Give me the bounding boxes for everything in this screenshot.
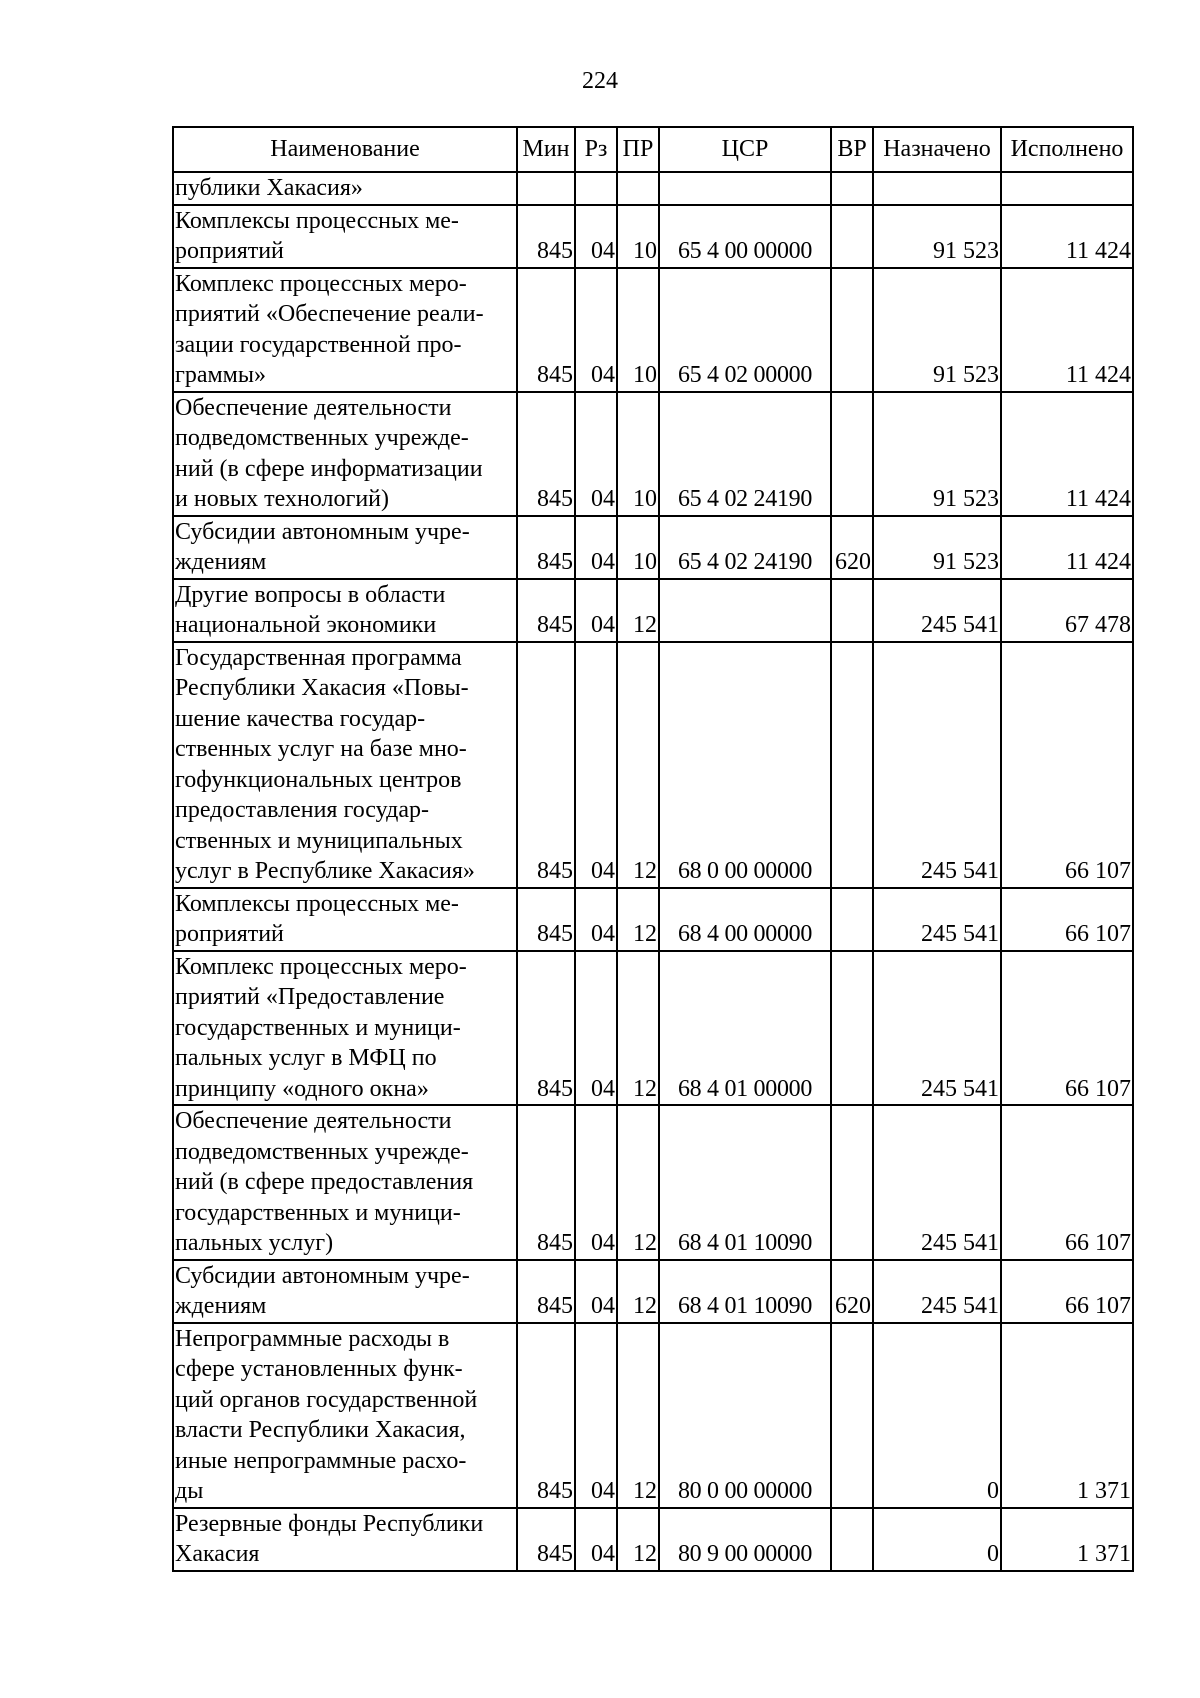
- cell-name-line: приятий «Обеспечение реали-: [175, 301, 484, 327]
- cell-name: [173, 1105, 517, 1260]
- table-row: [173, 392, 1133, 516]
- cell-vr: [831, 268, 873, 392]
- header-min: Мин: [517, 127, 575, 172]
- cell-rz: 04: [575, 642, 617, 888]
- cell-csr: 65 4 02 24190: [659, 516, 831, 579]
- cell-vr: [831, 205, 873, 268]
- cell-pr: 10: [617, 516, 659, 579]
- cell-vr: [831, 951, 873, 1106]
- cell-pr: 10: [617, 205, 659, 268]
- cell-rz: 04: [575, 1260, 617, 1323]
- cell-name: [173, 205, 517, 268]
- cell-name-line: пальных услуг): [175, 1230, 334, 1256]
- cell-csr: 80 0 00 00000: [659, 1323, 831, 1508]
- cell-rz: [575, 172, 617, 205]
- cell-pr: 10: [617, 392, 659, 516]
- cell-rz: 04: [575, 392, 617, 516]
- cell-name-line: Обеспечение деятельности: [175, 1108, 452, 1134]
- cell-name-line: приятий «Предоставление: [175, 984, 445, 1010]
- cell-name-line: власти Республики Хакасия,: [175, 1417, 466, 1443]
- cell-name-line: зации государственной про-: [175, 331, 462, 358]
- cell-rz: 04: [575, 205, 617, 268]
- cell-rz: 04: [575, 951, 617, 1106]
- table-row: [173, 516, 1133, 579]
- cell-name-line: ний (в сфере информатизации: [175, 455, 483, 482]
- cell-min: 845: [517, 888, 575, 951]
- header-assigned: Назначено: [873, 127, 1001, 172]
- table-row: [173, 888, 1133, 951]
- cell-pr: 12: [617, 1260, 659, 1323]
- cell-executed: 11 424: [1001, 516, 1133, 579]
- cell-name-line: Субсидии автономным учре-: [175, 1262, 470, 1289]
- table-row: [173, 205, 1133, 268]
- table-row: [173, 172, 1133, 205]
- cell-vr: [831, 1105, 873, 1260]
- cell-name-line: пальных услуг в МФЦ по: [175, 1045, 437, 1071]
- cell-name: [173, 1323, 517, 1508]
- cell-name-line: роприятий: [175, 921, 284, 947]
- cell-vr: 620: [831, 516, 873, 579]
- table-row: [173, 951, 1133, 1106]
- cell-name-line: Обеспечение деятельности: [175, 394, 452, 421]
- cell-executed: 1 371: [1001, 1508, 1133, 1571]
- cell-name: [173, 516, 517, 579]
- cell-min: 845: [517, 1105, 575, 1260]
- cell-name-line: Комплексы процессных ме-: [175, 890, 459, 917]
- cell-name-line: подведомственных учрежде-: [175, 1138, 469, 1165]
- cell-name-line: ственных и муниципальных: [175, 827, 463, 854]
- cell-pr: 10: [617, 268, 659, 392]
- cell-name-line: ды: [175, 1478, 204, 1504]
- cell-name-line: гофункциональных центров: [175, 766, 462, 793]
- table-body: [173, 172, 1133, 1571]
- cell-name-line: ждениям: [175, 549, 267, 575]
- cell-name-line: ний (в сфере предоставления: [175, 1169, 474, 1195]
- cell-assigned: 245 541: [873, 579, 1001, 642]
- cell-min: 845: [517, 205, 575, 268]
- header-csr: ЦСР: [659, 127, 831, 172]
- cell-executed: 11 424: [1001, 268, 1133, 392]
- cell-min: 845: [517, 642, 575, 888]
- cell-rz: 04: [575, 1508, 617, 1571]
- cell-vr: [831, 1508, 873, 1571]
- cell-name-line: подведомственных учрежде-: [175, 425, 469, 451]
- header-pr: ПР: [617, 127, 659, 172]
- cell-assigned: 245 541: [873, 1260, 1001, 1323]
- cell-assigned: 245 541: [873, 951, 1001, 1106]
- cell-csr: 68 4 01 10090: [659, 1105, 831, 1260]
- cell-name: [173, 951, 517, 1106]
- table-row: [173, 1260, 1133, 1323]
- cell-csr: 65 4 00 00000: [659, 205, 831, 268]
- cell-name-line: ственных услуг на базе мно-: [175, 736, 467, 762]
- cell-pr: 12: [617, 1508, 659, 1571]
- cell-min: [517, 172, 575, 205]
- table-row: [173, 1508, 1133, 1571]
- cell-name-line: сфере установленных функ-: [175, 1356, 463, 1382]
- cell-assigned: 91 523: [873, 392, 1001, 516]
- cell-executed: 66 107: [1001, 1105, 1133, 1260]
- cell-csr: 68 4 01 00000: [659, 951, 831, 1106]
- cell-pr: 12: [617, 888, 659, 951]
- cell-csr: 65 4 02 24190: [659, 392, 831, 516]
- cell-name-line: Комплекс процессных меро-: [175, 270, 467, 297]
- cell-name-line: роприятий: [175, 238, 284, 264]
- cell-assigned: [873, 172, 1001, 205]
- table-row: [173, 579, 1133, 642]
- cell-name-line: Непрограммные расходы в: [175, 1325, 450, 1352]
- cell-rz: 04: [575, 268, 617, 392]
- cell-assigned: 245 541: [873, 642, 1001, 888]
- cell-assigned: 245 541: [873, 1105, 1001, 1260]
- cell-csr: 68 0 00 00000: [659, 642, 831, 888]
- cell-assigned: 245 541: [873, 888, 1001, 951]
- cell-name-line: национальной экономики: [175, 612, 437, 638]
- cell-name: [173, 172, 517, 205]
- cell-min: 845: [517, 579, 575, 642]
- cell-min: 845: [517, 268, 575, 392]
- header-name: Наименование: [173, 127, 517, 172]
- cell-executed: [1001, 172, 1133, 205]
- cell-name-line: Хакасия: [175, 1541, 260, 1567]
- table-row: [173, 268, 1133, 392]
- cell-name: [173, 268, 517, 392]
- cell-vr: [831, 642, 873, 888]
- cell-name-line: услуг в Республике Хакасия»: [175, 858, 475, 884]
- cell-min: 845: [517, 951, 575, 1106]
- cell-assigned: 91 523: [873, 205, 1001, 268]
- cell-executed: 66 107: [1001, 1260, 1133, 1323]
- cell-assigned: 91 523: [873, 516, 1001, 579]
- cell-vr: [831, 172, 873, 205]
- cell-csr: [659, 579, 831, 642]
- table-header-row: [173, 127, 1133, 172]
- cell-pr: 12: [617, 1105, 659, 1260]
- cell-name-line: Субсидии автономным учре-: [175, 518, 470, 545]
- cell-assigned: 91 523: [873, 268, 1001, 392]
- cell-name-line: и новых технологий): [175, 486, 389, 512]
- cell-name-line: государственных и муници-: [175, 1199, 461, 1226]
- cell-executed: 66 107: [1001, 642, 1133, 888]
- cell-rz: 04: [575, 1105, 617, 1260]
- cell-name-line: граммы»: [175, 362, 266, 388]
- cell-name: [173, 579, 517, 642]
- cell-name-line: Резервные фонды Республики: [175, 1510, 484, 1537]
- cell-name: [173, 888, 517, 951]
- cell-name-line: ций органов государственной: [175, 1386, 478, 1413]
- cell-name-line: предоставления государ-: [175, 797, 429, 823]
- cell-min: 845: [517, 1260, 575, 1323]
- table-row: [173, 642, 1133, 888]
- cell-vr: [831, 1323, 873, 1508]
- cell-executed: 11 424: [1001, 392, 1133, 516]
- cell-rz: 04: [575, 579, 617, 642]
- cell-vr: [831, 888, 873, 951]
- cell-name: [173, 1508, 517, 1571]
- cell-executed: 66 107: [1001, 951, 1133, 1106]
- cell-name-line: Другие вопросы в области: [175, 581, 446, 608]
- cell-name-line: публики Хакасия»: [175, 175, 363, 201]
- cell-name: [173, 642, 517, 888]
- cell-min: 845: [517, 1508, 575, 1571]
- cell-executed: 67 478: [1001, 579, 1133, 642]
- table-row: [173, 1323, 1133, 1508]
- cell-name-line: Республики Хакасия «Повы-: [175, 675, 469, 701]
- cell-csr: 80 9 00 00000: [659, 1508, 831, 1571]
- cell-name-line: шение качества государ-: [175, 705, 426, 732]
- cell-name-line: Государственная программа: [175, 644, 462, 671]
- cell-assigned: 0: [873, 1508, 1001, 1571]
- header-executed: Исполнено: [1001, 127, 1133, 172]
- cell-name-line: принципу «одного окна»: [175, 1075, 429, 1102]
- cell-min: 845: [517, 1323, 575, 1508]
- cell-csr: 68 4 01 10090: [659, 1260, 831, 1323]
- cell-pr: 12: [617, 951, 659, 1106]
- cell-pr: 12: [617, 642, 659, 888]
- cell-pr: 12: [617, 579, 659, 642]
- cell-csr: [659, 172, 831, 205]
- cell-executed: 11 424: [1001, 205, 1133, 268]
- cell-name: [173, 392, 517, 516]
- cell-min: 845: [517, 392, 575, 516]
- cell-executed: 1 371: [1001, 1323, 1133, 1508]
- cell-executed: 66 107: [1001, 888, 1133, 951]
- cell-rz: 04: [575, 888, 617, 951]
- cell-min: 845: [517, 516, 575, 579]
- page-number: 224: [582, 68, 618, 94]
- cell-rz: 04: [575, 516, 617, 579]
- cell-csr: 68 4 00 00000: [659, 888, 831, 951]
- cell-vr: [831, 579, 873, 642]
- cell-rz: 04: [575, 1323, 617, 1508]
- cell-name-line: Комплексы процессных ме-: [175, 207, 459, 234]
- budget-table: [172, 126, 1134, 1572]
- cell-vr: 620: [831, 1260, 873, 1323]
- cell-pr: [617, 172, 659, 205]
- header-vr: ВР: [831, 127, 873, 172]
- cell-assigned: 0: [873, 1323, 1001, 1508]
- cell-name-line: ждениям: [175, 1293, 267, 1319]
- cell-name-line: государственных и муници-: [175, 1014, 461, 1041]
- cell-name: [173, 1260, 517, 1323]
- cell-pr: 12: [617, 1323, 659, 1508]
- cell-csr: 65 4 02 00000: [659, 268, 831, 392]
- cell-name-line: Комплекс процессных меро-: [175, 953, 467, 980]
- cell-vr: [831, 392, 873, 516]
- header-rz: Рз: [575, 127, 617, 172]
- table-row: [173, 1105, 1133, 1260]
- cell-name-line: иные непрограммные расхо-: [175, 1447, 467, 1474]
